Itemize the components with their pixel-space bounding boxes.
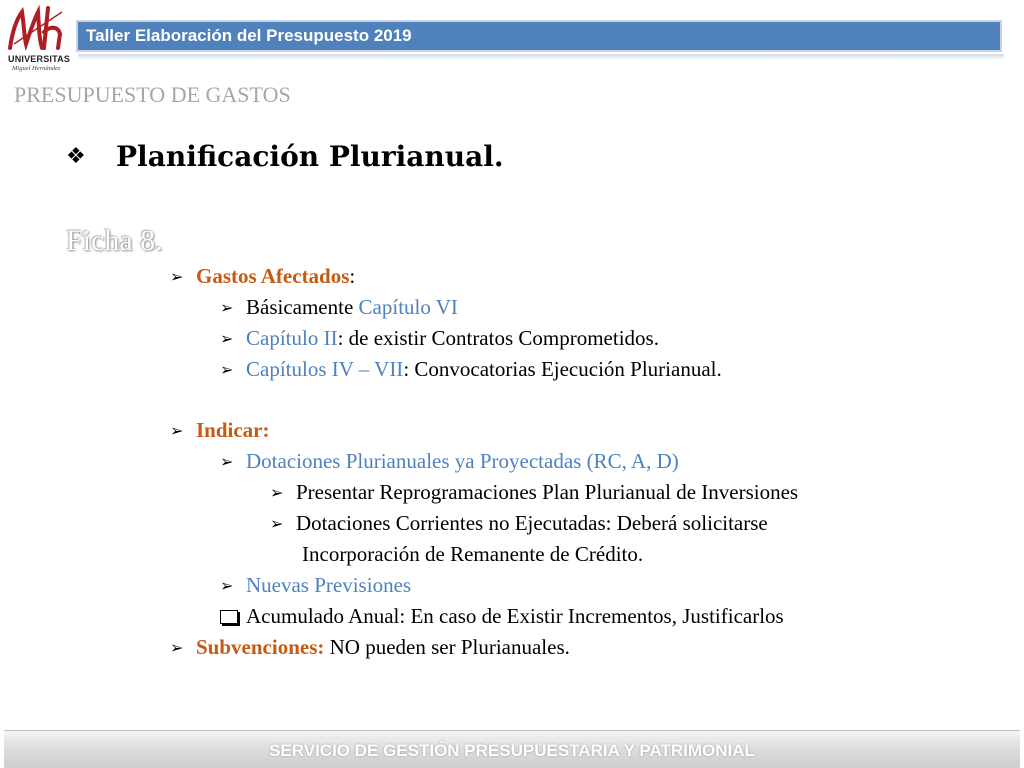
list-item: [170, 418, 270, 443]
arrow-bullet-icon: ➢: [170, 639, 184, 657]
list-item: [170, 635, 570, 660]
arrow-bullet-icon: ➢: [220, 299, 234, 317]
diamond-bullet-icon: ❖: [66, 144, 86, 169]
header-title: Taller Elaboración del Presupuesto 2019: [86, 26, 412, 45]
header-shadow: [78, 54, 1004, 60]
umh-logo-icon: [6, 4, 68, 54]
list-item-text: Presentar Reprogramaciones Plan Plurianual de Inversiones: [296, 480, 799, 504]
list-item: [220, 326, 659, 351]
university-logo: [6, 4, 71, 76]
logo-subtitle: Miguel Hernández: [12, 65, 61, 72]
header-bar: [76, 20, 1002, 52]
checkbox-bullet-icon: [220, 610, 238, 624]
ficha-label: Ficha 8.: [66, 224, 163, 257]
list-item-text: Gastos Afectados: [196, 264, 350, 288]
arrow-bullet-icon: ➢: [220, 330, 234, 348]
list-item-text: Capítulo II: [246, 326, 338, 350]
list-item-text: Capítulo VI: [358, 295, 458, 319]
arrow-bullet-icon: ➢: [270, 484, 284, 502]
list-item-text: Acumulado Anual: En caso de Existir Incrementos, Justificarlos: [246, 604, 784, 628]
list-item: [220, 295, 458, 320]
list-item: [220, 604, 784, 629]
list-item-text: Subvenciones:: [196, 635, 325, 659]
arrow-bullet-icon: ➢: [220, 577, 234, 595]
list-item: [220, 357, 722, 382]
list-item: [270, 480, 798, 505]
list-item-text: Capítulos IV – VII: [246, 357, 404, 381]
list-item-text: : de existir Contratos Comprometidos.: [337, 326, 659, 350]
list-item-text: Indicar:: [196, 418, 270, 442]
list-item-text: : Convocatorias Ejecución Plurianual.: [403, 357, 722, 381]
list-item-text: Dotaciones Corrientes no Ejecutadas: Deberá solicitarse: [296, 511, 768, 535]
arrow-bullet-icon: ➢: [170, 268, 184, 286]
list-item-text: Incorporación de Remanente de Crédito.: [302, 542, 644, 566]
list-item-text: Nuevas Previsiones: [246, 573, 412, 597]
footer-text: SERVICIO DE GESTIÓN PRESUPUESTARIA Y PATRIMONIAL: [269, 741, 755, 760]
arrow-bullet-icon: ➢: [220, 361, 234, 379]
logo-name: UNIVERSITAS: [8, 54, 71, 64]
arrow-bullet-icon: ➢: [170, 422, 184, 440]
arrow-bullet-icon: ➢: [270, 515, 284, 533]
main-heading: [66, 140, 504, 173]
section-title: PRESUPUESTO DE GASTOS: [14, 82, 291, 107]
arrow-bullet-icon: ➢: [220, 453, 234, 471]
list-item-text: Básicamente: [246, 295, 359, 319]
list-item-text: NO pueden ser Plurianuales.: [324, 635, 570, 659]
list-item: [220, 449, 679, 474]
list-item: [170, 264, 355, 289]
list-item-text: Dotaciones Plurianuales ya Proyectadas (RC, A, D): [246, 449, 679, 473]
footer-bar: [4, 730, 1020, 768]
list-item: [220, 573, 411, 598]
list-item-text: :: [349, 264, 356, 288]
list-item: [302, 542, 643, 567]
list-item: [270, 511, 768, 536]
main-heading-text: Planificación Plurianual.: [116, 140, 504, 173]
